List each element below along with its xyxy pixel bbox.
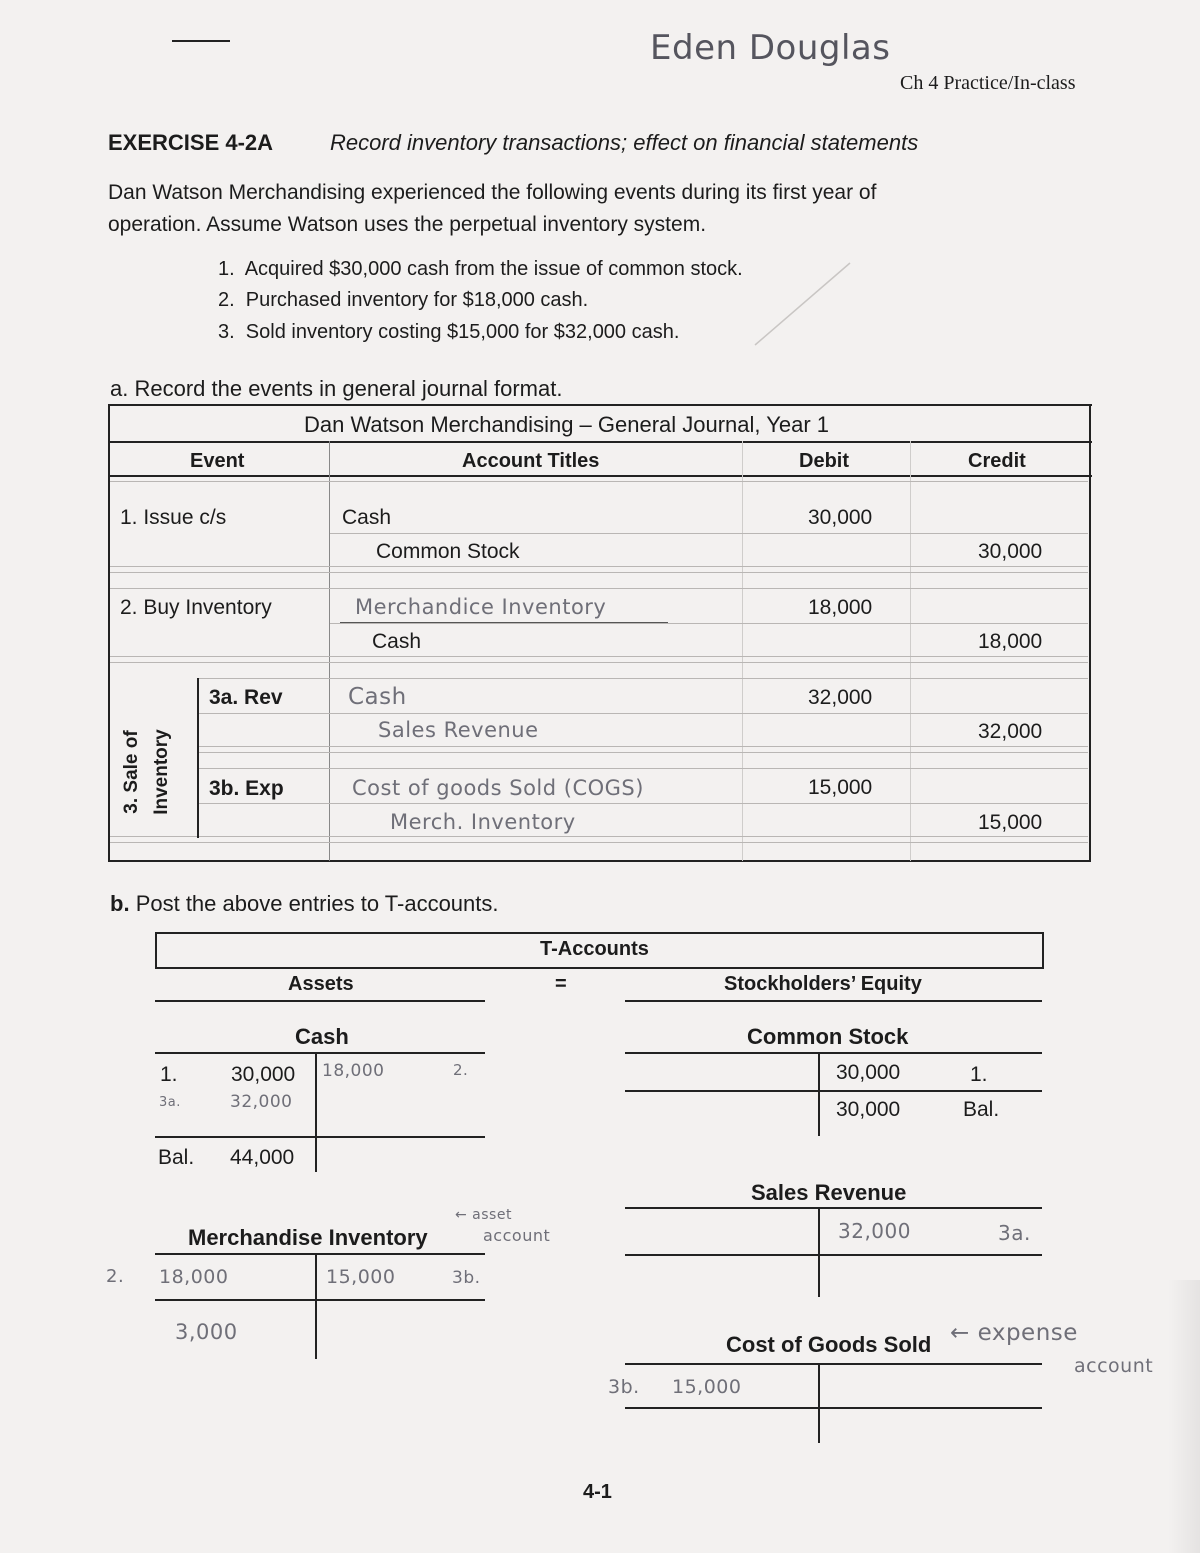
merch-inventory-bal-value: 3,000 <box>175 1320 238 1344</box>
col-header-credit: Credit <box>968 450 1026 472</box>
exercise-number: EXERCISE 4-2A <box>108 130 274 155</box>
exercise-title: Record inventory transactions; effect on financial statements <box>330 130 919 155</box>
cash-r2-debit: 32,000 <box>230 1092 293 1112</box>
paper-edge-shadow <box>1168 1280 1200 1553</box>
cogs-note-1: ← expense <box>950 1320 1078 1346</box>
cogs-r1-ref: 3b. <box>608 1376 640 1398</box>
entry-1-debit: 30,000 <box>808 506 873 529</box>
merch-inventory-note-1: ← asset <box>455 1207 512 1223</box>
entry-3-group-label <box>117 707 177 837</box>
sales-revenue-title: Sales Revenue <box>751 1180 907 1205</box>
entry-3-group-line-2: Inventory <box>151 729 172 815</box>
entry-3b-debit: 15,000 <box>808 776 873 799</box>
col-header-debit: Debit <box>799 450 849 472</box>
intro-line-2: operation. Assume Watson uses the perpetual inventory system. <box>108 213 707 236</box>
col-header-event: Event <box>190 450 245 472</box>
part-b-letter: b. <box>110 891 130 916</box>
entry-1-credit: 30,000 <box>978 540 1043 563</box>
entry-3a-event: 3a. Rev <box>209 686 283 709</box>
event-item-3: 3. Sold inventory costing $15,000 for $32,000 cash. <box>218 321 680 343</box>
cash-r2-ref: 3a. <box>159 1095 181 1110</box>
entry-2-credit: 18,000 <box>978 630 1043 653</box>
event-item-1: 1. Acquired $30,000 cash from the issue of common stock. <box>218 258 743 280</box>
course-label: Ch 4 Practice/In-class <box>900 72 1076 94</box>
cash-r1-ref: 1. <box>160 1063 178 1086</box>
common-stock-r1-ref: 1. <box>970 1063 988 1086</box>
entry-3a-credit-account: Sales Revenue <box>378 718 539 742</box>
merch-inventory-r1-debit: 18,000 <box>159 1266 229 1288</box>
entry-3b-credit-account: Merch. Inventory <box>390 810 576 834</box>
cash-bal-value: 44,000 <box>230 1146 295 1169</box>
common-stock-bal-label: Bal. <box>963 1098 1000 1121</box>
assets-heading: Assets <box>288 973 354 995</box>
cogs-note-2: account <box>1074 1355 1154 1377</box>
cogs-title: Cost of Goods Sold <box>726 1332 932 1357</box>
cash-bal-label: Bal. <box>158 1146 195 1169</box>
entry-2-credit-account: Cash <box>372 630 422 653</box>
entry-2-underline <box>340 622 668 623</box>
entry-2-debit: 18,000 <box>808 596 873 619</box>
cash-r1-credit-ref: 2. <box>453 1061 469 1079</box>
part-b-text: Post the above entries to T-accounts. <box>135 891 499 916</box>
sales-revenue-r1-ref: 3a. <box>998 1221 1031 1245</box>
merch-inventory-r1-ref: 2. <box>106 1266 125 1287</box>
cash-r1-debit: 30,000 <box>231 1063 296 1086</box>
check-mark-icon <box>750 255 860 350</box>
entry-2-debit-account: Merchandice Inventory <box>355 595 607 619</box>
merch-inventory-r1-credit: 15,000 <box>326 1266 396 1288</box>
sales-revenue-r1-credit: 32,000 <box>838 1219 911 1243</box>
entry-3a-credit: 32,000 <box>978 720 1043 743</box>
merch-inventory-note-2: account <box>483 1226 551 1245</box>
part-b-instruction <box>110 891 499 917</box>
header-dash <box>172 40 230 42</box>
event-item-2: 2. Purchased inventory for $18,000 cash. <box>218 289 589 311</box>
common-stock-r1-credit: 30,000 <box>836 1061 901 1084</box>
entry-3a-debit-account: Cash <box>348 684 407 710</box>
common-stock-bal-value: 30,000 <box>836 1098 901 1121</box>
entry-3b-debit-account: Cost of goods Sold (COGS) <box>352 776 644 800</box>
cash-r1-credit: 18,000 <box>322 1061 385 1081</box>
page-number: 4-1 <box>583 1481 612 1503</box>
merch-inventory-title: Merchandise Inventory <box>188 1225 428 1250</box>
cash-title: Cash <box>295 1024 349 1049</box>
entry-3-group-line-1: 3. Sale of <box>121 730 142 814</box>
entry-2-event: 2. Buy Inventory <box>120 596 272 619</box>
common-stock-title: Common Stock <box>747 1024 909 1049</box>
part-a-instruction: a. Record the events in general journal format. <box>110 376 563 401</box>
entry-1-debit-account: Cash <box>342 506 392 529</box>
equals-sign: = <box>555 973 567 995</box>
t-accounts-title: T-Accounts <box>540 938 649 960</box>
col-header-account-titles: Account Titles <box>462 450 600 472</box>
cogs-r1-debit: 15,000 <box>672 1376 742 1398</box>
intro-line-1: Dan Watson Merchandising experienced the following events during its first year of <box>108 181 877 204</box>
entry-3b-event: 3b. Exp <box>209 777 284 800</box>
entry-1-credit-account: Common Stock <box>376 540 520 563</box>
student-name: Eden Douglas <box>650 28 891 68</box>
entry-3a-debit: 32,000 <box>808 686 873 709</box>
entry-3b-credit: 15,000 <box>978 811 1043 834</box>
equity-heading: Stockholders’ Equity <box>724 973 922 995</box>
merch-inventory-r1-credit-ref: 3b. <box>452 1268 481 1288</box>
journal-title: Dan Watson Merchandising – General Journal, Year 1 <box>304 412 830 437</box>
entry-1-event: 1. Issue c/s <box>120 506 227 529</box>
